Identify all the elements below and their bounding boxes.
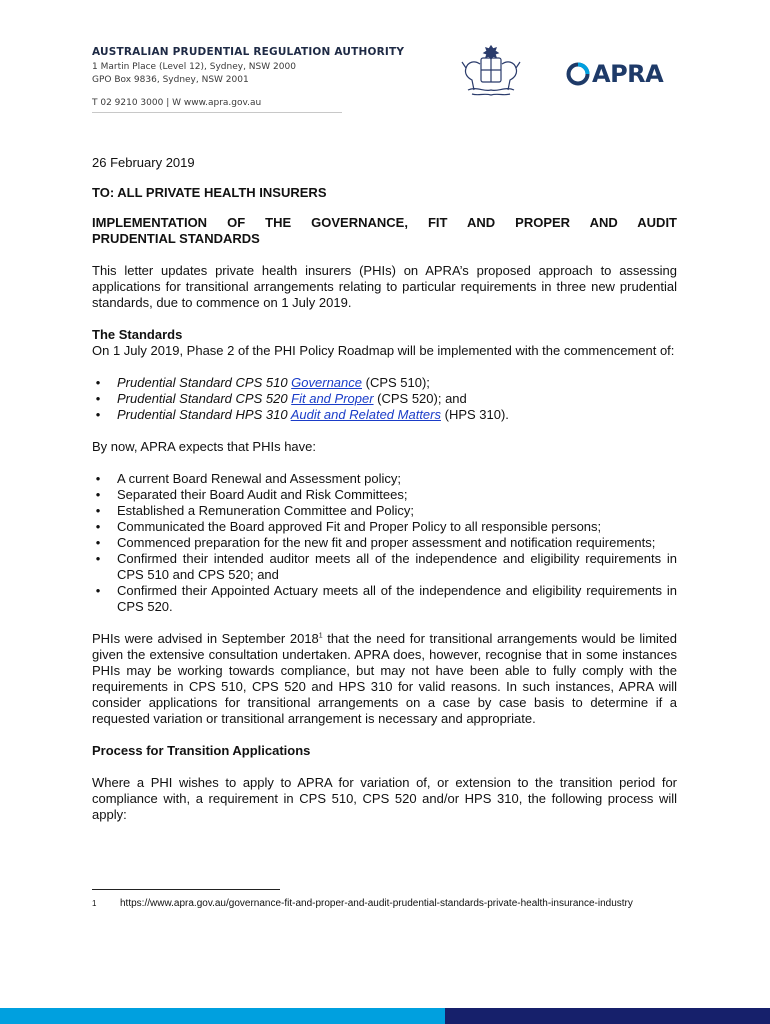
footnote-reference: 1 [318, 632, 323, 640]
list-item: • Prudential Standard CPS 510 Governance (CPS 510); [92, 375, 677, 391]
expects-intro: By now, APRA expects that PHIs have: [92, 439, 317, 454]
audit-related-matters-link[interactable]: Audit and Related Matters [290, 407, 441, 422]
subject-line-1: IMPLEMENTATION OF THE GOVERNANCE, FIT AND PROPER AND AUDIT [92, 215, 677, 230]
list-item: • Communicated the Board approved Fit and Proper Policy to all responsible persons; [92, 519, 677, 535]
bullet-icon: • [95, 535, 101, 550]
bullet-icon: • [95, 471, 101, 486]
list-item: • A current Board Renewal and Assessment policy; [92, 471, 677, 487]
letter-date: 26 February 2019 [92, 155, 195, 170]
coat-of-arms-icon [458, 42, 524, 100]
standards-intro: On 1 July 2019, Phase 2 of the PHI Policy Roadmap will be implemented with the commencement of: [92, 343, 675, 358]
list-item: • Prudential Standard CPS 520 Fit and Proper (CPS 520); and [92, 391, 677, 407]
footnote [92, 897, 677, 910]
fit-and-proper-link[interactable]: Fit and Proper [291, 391, 374, 406]
address-line-1: 1 Martin Place (Level 12), Sydney, NSW 2000 [92, 62, 296, 72]
letter-body [92, 155, 677, 823]
apra-logo-mark-icon [566, 62, 590, 86]
footnote-number: 1 [92, 899, 97, 908]
footnote-divider [92, 889, 280, 890]
subject-line-2: PRUDENTIAL STANDARDS [92, 231, 260, 246]
intro-paragraph: This letter updates private health insurers (PHIs) on APRA’s proposed approach to assessing applications for transitional arrangements relating to particular requirements in three new prudential standards, due to commence on 1 July 2019. [92, 263, 677, 310]
footnote-url: https://www.apra.gov.au/governance-fit-and-proper-and-audit-prudential-standards-private-health-insurance-industry [120, 898, 633, 909]
process-heading: Process for Transition Applications [92, 743, 311, 758]
addressee: TO: ALL PRIVATE HEALTH INSURERS [92, 185, 327, 200]
letterhead-divider [92, 112, 342, 113]
list-item: • Established a Remuneration Committee and Policy; [92, 503, 677, 519]
bullet-icon: • [95, 519, 101, 534]
organisation-name: AUSTRALIAN PRUDENTIAL REGULATION AUTHORITY [92, 46, 405, 58]
apra-logo-text: APRA [592, 60, 664, 88]
transitional-paragraph: PHIs were advised in September 2018$^1$ that the need for transitional arrangements would be limited given the extensive consultation undertaken. APRA does, however, recognise that in some instances PHIs may be working towards compliance, but may not have been able to fully comply with the requirements in CPS 510, CPS 520 and HPS 310 for valid reasons. In such instances, APRA will consider applications for transitional arrangements on a case by case basis to determine if a requested variation or transitional arrangement is necessary and appropriate. [92, 631, 677, 726]
process-intro: Where a PHI wishes to apply to APRA for variation of, or extension to the transition period for compliance with, a requirement in CPS 510, CPS 520 and/or HPS 310, the following process will apply: [92, 775, 677, 822]
letter-subject [92, 215, 677, 247]
governance-link[interactable]: Governance [291, 375, 362, 390]
bullet-icon: • [95, 391, 101, 406]
bullet-icon: • [95, 407, 101, 422]
list-item: • Separated their Board Audit and Risk Committees; [92, 487, 677, 503]
list-item: • Confirmed their intended auditor meets all of the independence and eligibility requirements in CPS 510 and CPS 520; and [92, 551, 677, 583]
bullet-icon: • [95, 487, 101, 502]
list-item: • Confirmed their Appointed Actuary meets all of the independence and eligibility requirements in CPS 520. [92, 583, 677, 615]
footer-color-bar [0, 1008, 770, 1024]
bullet-icon: • [95, 551, 101, 566]
bullet-icon: • [95, 375, 101, 390]
letterhead [92, 46, 404, 108]
bullet-icon: • [95, 583, 101, 598]
bullet-icon: • [95, 503, 101, 518]
expectations-list [92, 471, 677, 615]
standards-heading: The Standards [92, 327, 183, 342]
apra-logo [566, 60, 663, 88]
list-item: • Prudential Standard HPS 310 Audit and Related Matters (HPS 310). [92, 407, 677, 423]
contact-details: T 02 9210 3000 | W www.apra.gov.au [92, 98, 262, 108]
address-line-2: GPO Box 9836, Sydney, NSW 2001 [92, 75, 249, 85]
list-item: • Commenced preparation for the new fit and proper assessment and notification requirements; [92, 535, 677, 551]
standards-list [92, 375, 677, 423]
footer-color-bar-dark [445, 1008, 770, 1024]
